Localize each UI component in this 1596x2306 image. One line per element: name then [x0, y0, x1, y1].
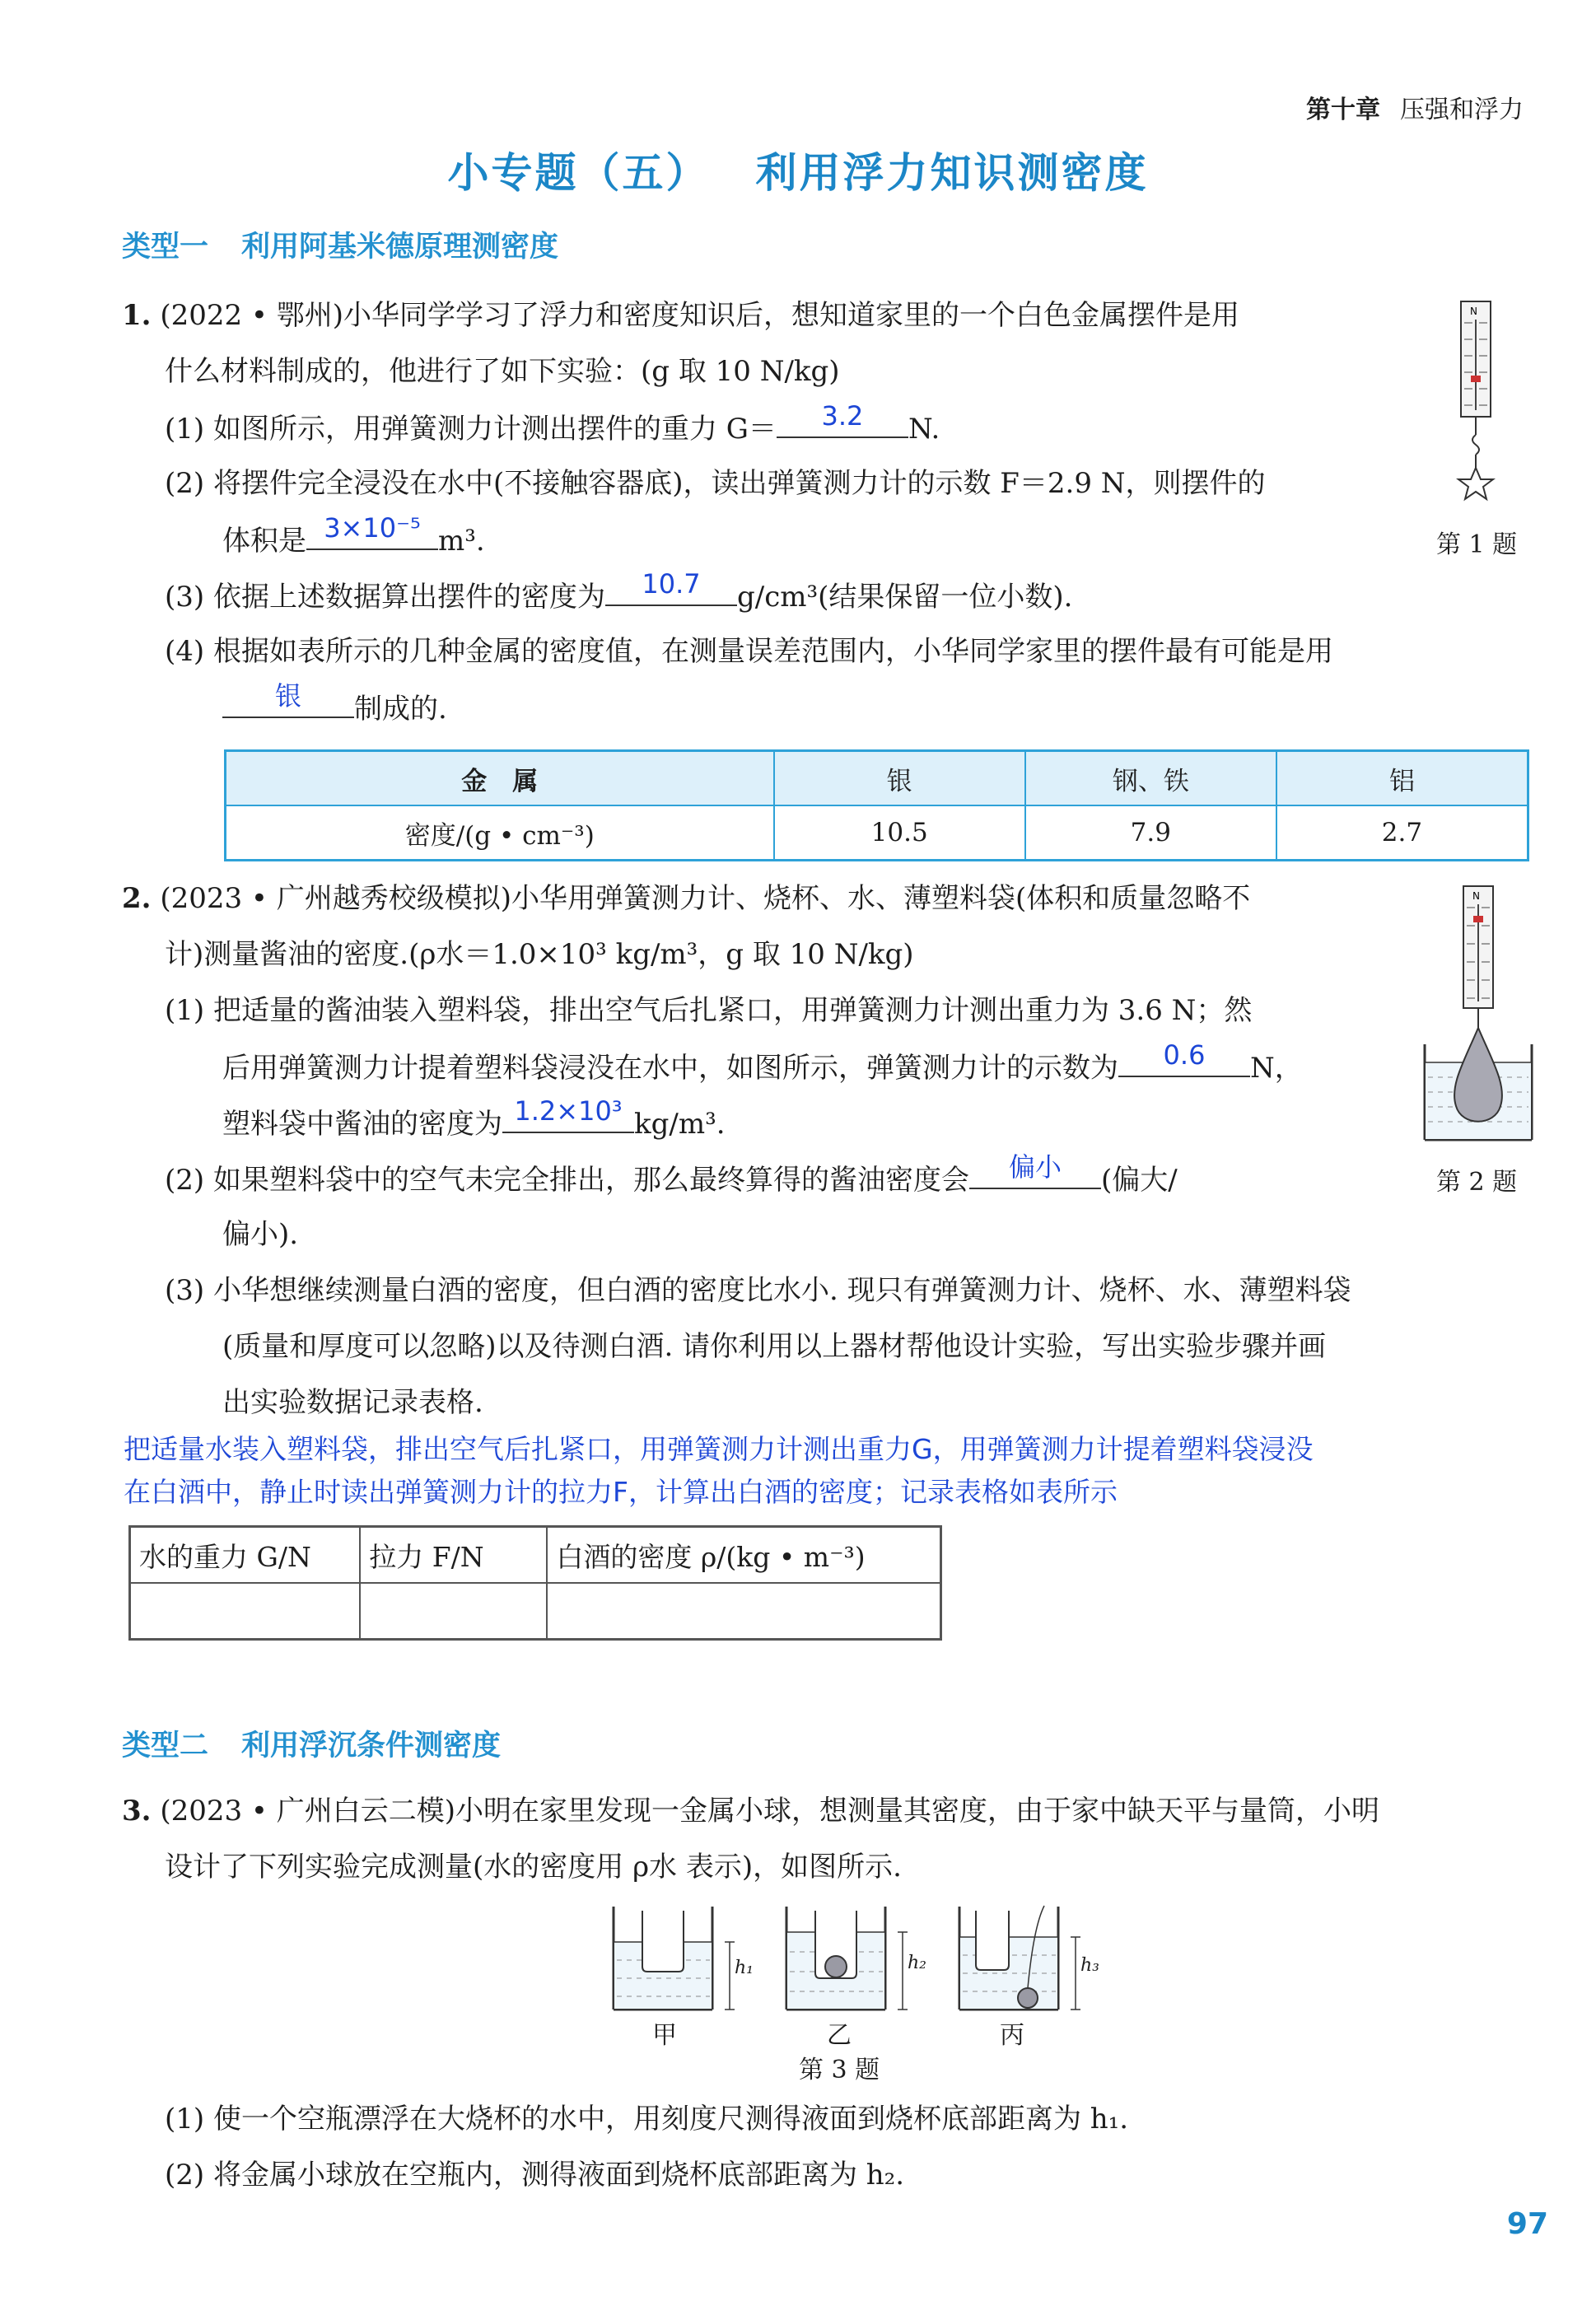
spring-scale-figure-1	[1443, 296, 1509, 519]
table-cell	[547, 1583, 940, 1640]
section-label: 类型一	[122, 231, 209, 264]
record-table	[128, 1525, 942, 1641]
q3-part2: (2) 将金属小球放在空瓶内，测得液面到烧杯底部距离为 h₂.	[165, 2159, 905, 2192]
q1-p1-unit: N.	[908, 413, 940, 446]
table-cell: 金 属	[226, 751, 774, 806]
chapter-number: 第十章	[1306, 96, 1380, 124]
answer-blank	[1118, 1039, 1250, 1077]
answer-text: 10.7	[642, 568, 701, 600]
q1-part2-line2	[222, 512, 485, 560]
q2-p1-unit: N，	[1250, 1052, 1303, 1085]
figure-label-bing: 丙	[1000, 2021, 1024, 2050]
h1-label: h₁	[735, 1958, 754, 1978]
question-number: 1.	[122, 299, 152, 332]
q1-stem-line1	[122, 296, 1239, 334]
table-header-row	[130, 1527, 941, 1584]
answer-text: 0.6	[1163, 1039, 1206, 1071]
table-cell: 水的重力 G/N	[130, 1527, 361, 1584]
beaker-bing	[959, 1906, 1080, 2010]
q3-stem-line1	[122, 1792, 1379, 1830]
q1-p2-text: 体积是	[222, 525, 306, 558]
q2-part1-line1: (1) 把适量的酱油装入塑料袋，排出空气后扎紧口，用弹簧测力计测出重力为 3.6 N；然	[165, 994, 1253, 1027]
chapter-header	[1306, 89, 1524, 125]
figure-caption-1: 第 1 题	[1436, 530, 1518, 559]
q2-stem-line1	[122, 880, 1250, 917]
q1-stem-line2: 什么材料制成的，他进行了如下实验：(g 取 10 N/kg)	[165, 355, 840, 388]
q1-part2-line1: (2) 将摆件完全浸没在水中(不接触容器底)，读出弹簧测力计的示数 F＝2.9 N，则摆件的	[165, 467, 1266, 500]
chapter-topic: 压强和浮力	[1400, 96, 1524, 124]
page-title	[0, 140, 1596, 199]
title-part1: 小专题（五）	[447, 149, 710, 197]
question-number: 3.	[122, 1795, 152, 1828]
table-cell: 密度/(g • cm⁻³)	[226, 805, 774, 861]
q1-p4-text: 制成的.	[354, 693, 447, 726]
question-number: 2.	[122, 882, 152, 915]
q2-part2-line2: 偏小).	[222, 1218, 299, 1251]
q1-p3-text: (3) 依据上述数据算出摆件的密度为	[165, 581, 605, 614]
table-cell: 银	[774, 751, 1025, 806]
table-cell: 10.5	[774, 805, 1025, 861]
q2-part1-line2	[222, 1039, 1303, 1087]
beaker-jia	[614, 1907, 735, 2010]
table-cell: 白酒的密度 ρ/(kg • m⁻³)	[547, 1527, 940, 1584]
answer-text: 1.2×10³	[514, 1095, 623, 1127]
section-name: 利用浮沉条件测密度	[241, 1730, 502, 1762]
answer-blank	[969, 1151, 1101, 1189]
table-cell	[360, 1583, 547, 1640]
q1-p2-unit: m³.	[438, 525, 485, 558]
table-row	[130, 1583, 941, 1640]
q2-part1-line3	[222, 1095, 726, 1143]
q1-part4-line1: (4) 根据如表所示的几种金属的密度值，在测量误差范围内，小华同学家里的摆件最有可能是用	[165, 635, 1333, 668]
q1-part3	[165, 568, 1073, 616]
answer-blank	[777, 400, 908, 438]
answer-text: 3.2	[821, 400, 864, 432]
q2-part3-line1: (3) 小华想继续测量白酒的密度，但白酒的密度比水小. 现只有弹簧测力计、烧杯、水、薄塑料袋	[165, 1274, 1351, 1307]
svg-text:N: N	[1470, 306, 1477, 317]
handwritten-answer-line2: 在白酒中，静止时读出弹簧测力计的拉力F，计算出白酒的密度；记录表格如表所示	[124, 1476, 1118, 1508]
table-cell: 拉力 F/N	[360, 1527, 547, 1584]
table-cell: 7.9	[1025, 805, 1276, 861]
section-label: 类型二	[122, 1730, 209, 1762]
answer-blank	[605, 568, 737, 606]
section-heading-2	[122, 1723, 501, 1764]
answer-blank	[306, 512, 438, 550]
q1-part1	[165, 400, 940, 448]
table-cell: 2.7	[1276, 805, 1528, 861]
section-name: 利用阿基米德原理测密度	[241, 231, 559, 264]
answer-text: 3×10⁻⁵	[324, 512, 421, 544]
q2-p2-options: (偏大/	[1100, 1164, 1178, 1197]
q2-stem-line2: 计)测量酱油的密度.(ρ水＝1.0×10³ kg/m³，g 取 10 N/kg)	[165, 938, 914, 971]
table-cell: 铝	[1276, 751, 1528, 806]
q2-part3-line3: 出实验数据记录表格.	[222, 1386, 483, 1419]
q1-stem-text1: (2022 • 鄂州)小华同学学习了浮力和密度知识后，想知道家里的一个白色金属摆件是用	[160, 299, 1240, 332]
svg-text:N: N	[1472, 890, 1480, 902]
answer-blank	[502, 1095, 634, 1133]
q1-p3-unit: g/cm³(结果保留一位小数).	[736, 581, 1073, 614]
table-header-row	[226, 751, 1528, 806]
answer-text: 银	[274, 680, 301, 712]
h2-label: h₂	[908, 1953, 926, 1973]
figure-label-yi: 乙	[827, 2021, 852, 2050]
answer-text: 偏小	[1008, 1151, 1062, 1183]
beaker-yi	[786, 1907, 908, 2010]
q2-p1-text2: 塑料袋中酱油的密度为	[222, 1108, 502, 1141]
table-cell	[130, 1583, 361, 1640]
q2-stem-text1: (2023 • 广州越秀校级模拟)小华用弹簧测力计、烧杯、水、薄塑料袋(体积和质量忽略不	[160, 882, 1251, 915]
q2-p1-unit2: kg/m³.	[634, 1108, 726, 1141]
page-number: 97	[1506, 2207, 1548, 2241]
section-heading-1	[122, 224, 558, 265]
figure-label-jia: 甲	[652, 2021, 677, 2050]
q2-p2-text: (2) 如果塑料袋中的空气未完全排出，那么最终算得的酱油密度会	[165, 1164, 969, 1197]
q3-part1: (1) 使一个空瓶漂浮在大烧杯的水中，用刻度尺测得液面到烧杯底部距离为 h₁.	[165, 2103, 1129, 2136]
figure-caption-3: 第 3 题	[799, 2056, 880, 2084]
table-cell: 钢、铁	[1025, 751, 1276, 806]
h3-label: h₃	[1080, 1955, 1099, 1976]
figure-caption-2: 第 2 题	[1436, 1168, 1518, 1197]
spring-scale-beaker-figure-2	[1416, 880, 1540, 1143]
q2-p1-text: 后用弹簧测力计提着塑料袋浸没在水中，如图所示，弹簧测力计的示数为	[222, 1052, 1118, 1085]
density-table	[224, 749, 1529, 861]
q3-stem-line2: 设计了下列实验完成测量(水的密度用 ρ水 表示)，如图所示.	[165, 1851, 902, 1884]
q3-stem-text1: (2023 • 广州白云二模)小明在家里发现一金属小球，想测量其密度，由于家中缺天平与量筒，小明	[160, 1795, 1380, 1828]
title-part2: 利用浮力知识测密度	[755, 149, 1149, 197]
q2-part3-line2: (质量和厚度可以忽略)以及待测白酒. 请你利用以上器材帮他设计实验，写出实验步骤并画	[222, 1330, 1327, 1363]
handwritten-answer-line1: 把适量水装入塑料袋，排出空气后扎紧口，用弹簧测力计测出重力G，用弹簧测力计提着塑料袋浸没	[124, 1433, 1314, 1465]
q1-part4-line2	[222, 680, 447, 728]
q2-part2-line1	[165, 1151, 1178, 1199]
table-row	[226, 805, 1528, 861]
answer-blank	[222, 680, 354, 718]
q1-p1-text: (1) 如图所示，用弹簧测力计测出摆件的重力 G＝	[165, 413, 777, 446]
